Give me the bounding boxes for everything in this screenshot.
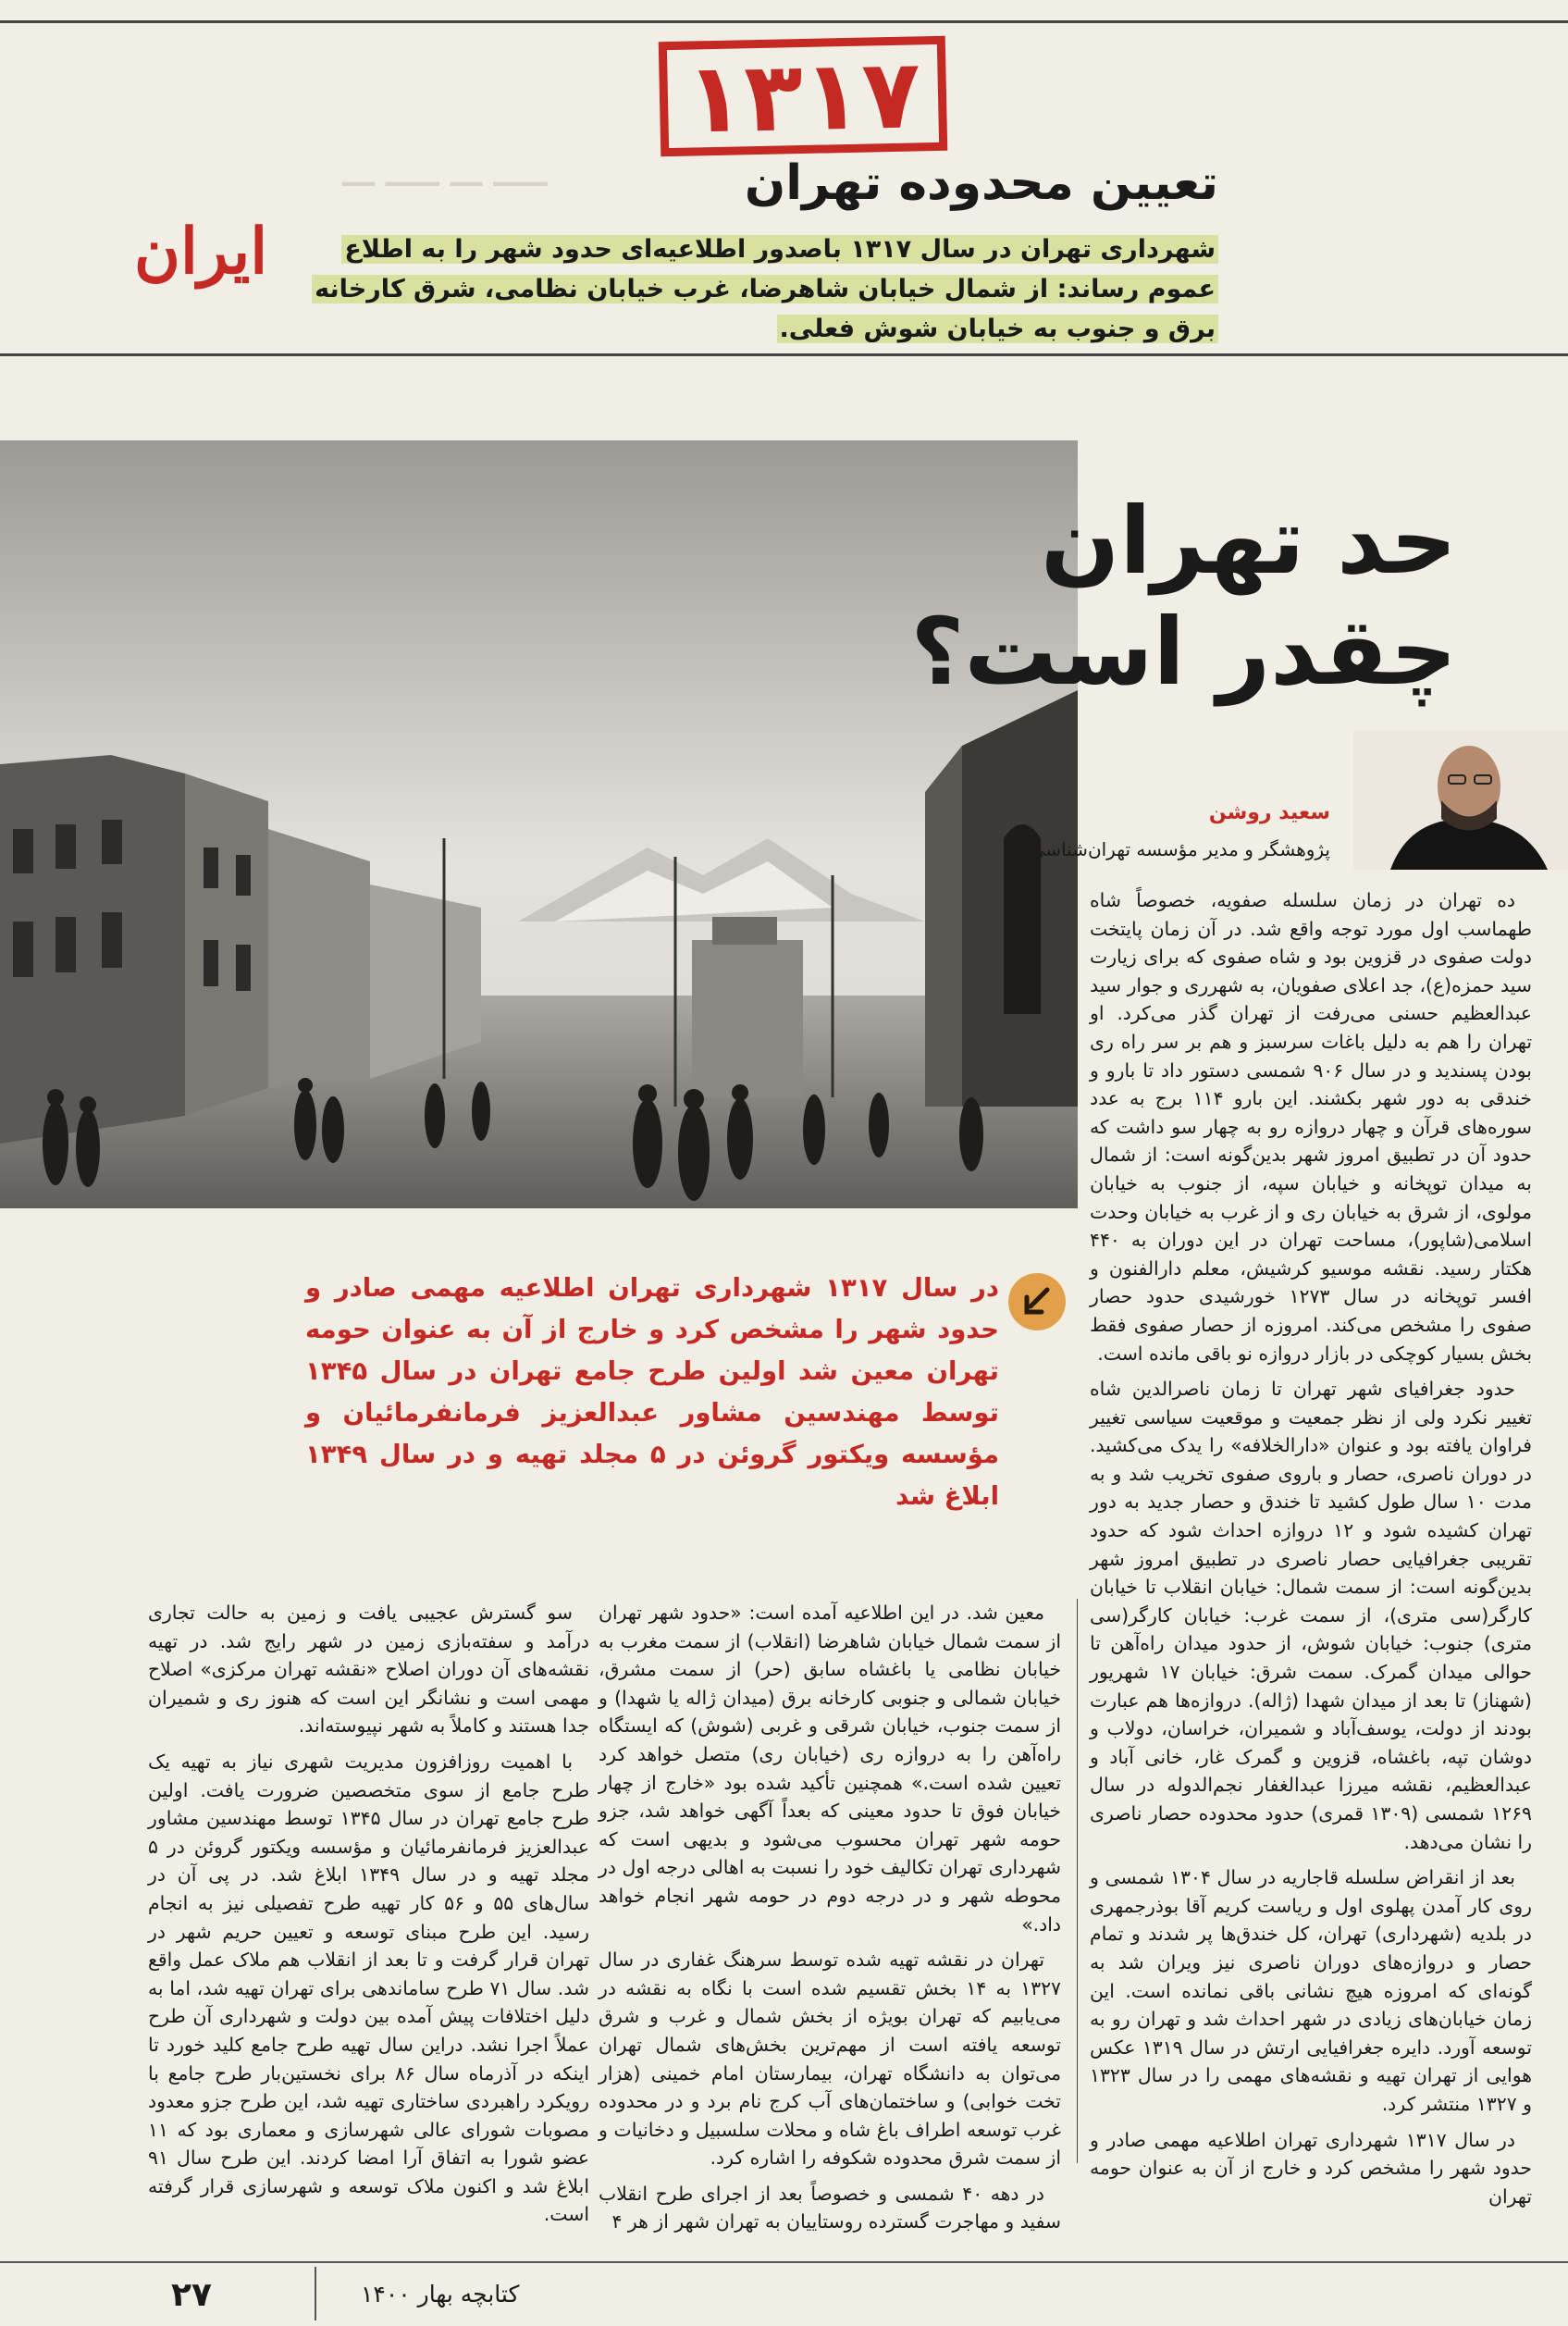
author-name: سعید روشن: [1208, 801, 1330, 824]
article-column-middle: [599, 1599, 1061, 2233]
author-portrait: [1353, 731, 1568, 870]
footer-separator: [315, 2267, 316, 2320]
stamp-year: ۱۳۱۷: [684, 37, 922, 155]
section-logo: ایران: [134, 215, 268, 289]
page-number: ۲۷: [171, 2276, 212, 2314]
magazine-name: کتابچه بهار ۱۴۰۰: [361, 2281, 520, 2307]
lead-summary-text: شهرداری تهران در سال ۱۳۱۷ باصدور اطلاعیه‌ای حدود شهر را به اطلاع عموم رساند: از شمال خیابان شاهرضا، غرب خیابان نظامی، شرق کارخانه برق و جنوب به خیابان شوش فعلی.: [312, 235, 1218, 343]
paragraph: ده تهران در زمان سلسله صفویه، خصوصاً شاه طهماسب اول مورد توجه واقع شد. در آن زمان پایتخت دولت صفوی در قزوین بود و شاه صفوی که برای زیارت‌ سید حمزه(ع)، جد اعلای صفویان، به شهرری و جوار سید عبدالعظیم حسنی می‌رفت از تهران گذر می‌کرد. او تهران را هم به دلیل باغات سرسبز و هم بر سر راه ری بودن پسندید و در سال ۹۰۶ شمسی دستور داد تا بارو و خندقی به دور شهر بکشند. این بارو ۱۱۴ برج به عدد سوره‌های قرآن و چهار دروازه رو به چهار سو داشت که حدود آن در تطبیق امروز شهر بدین‌گونه است: از شمال به میدان توپخانه و خیابان سپه، از جنوب به خیابان مولوی، از شرق به خیابان ری و از غرب به خیابان وحدت اسلامی(شاپور)، مساحت تهران در این دوران به ۴۴۰ هکتار رسید. نقشه موسیو کرشیش، معلم دارالفنون و افسر توپخانه در سال ۱۲۷۳ خورشیدی حدود حصار صفوی را مشخص می‌کند. امروزه از حصار صفوی فقط بخش بسیار کوچکی در بازار دروازه نو باقی مانده است.: [1090, 889, 1532, 1365]
header-top-rule: [0, 20, 1568, 23]
article-column-left: [148, 1599, 590, 2226]
author-role: پژوهشگر و مدیر مؤسسه تهران‌شناسی: [1030, 838, 1330, 860]
paragraph: در سال ۱۳۱۷ شهرداری تهران اطلاعیه مهمی صادر و حدود شهر را مشخص کرد و خارج از آن به عنوان حومه تهران: [1090, 2128, 1532, 2208]
footer-rule: [0, 2261, 1568, 2263]
header-bottom-rule: [0, 353, 1568, 356]
paragraph: بعد از انقراض سلسله قاجاریه در سال ۱۳۰۴ شمسی و روی کار آمدن پهلوی اول و ریاست کریم آقا بوذرجمهری در بلدیه (شهرداری) تهران، کل خندق‌ها پر شدند و تمام حصار و دروازه‌های دوران ناصری نیز ویران شد به گونه‌ای که امروزه هیچ نشانی باقی نمانده است. این زمان خیابان‌های زیادی در شهر احداث شد و تهران رو به توسعه آورد. دایره جغرافیایی ارتش در سال ۱۳۱۹ عکس هوایی از تهران تهیه و نقشه‌های مهمی را در سال ۱۳۲۳ و ۱۳۲۷ منتشر کرد.: [1090, 1866, 1533, 2115]
year-stamp: [659, 36, 948, 156]
paragraph: در دهه ۴۰ شمسی و خصوصاً بعد از اجرای طرح انقلاب سفید و مهاجرت گسترده روستاییان به تهران شهر از هر ۴: [599, 2182, 1061, 2233]
arrow-icon: [1008, 1273, 1066, 1330]
article-title-line-1: حد تهران: [1040, 487, 1457, 595]
paragraph: معین شد. در این اطلاعیه آمده است: «حدود شهر تهران از سمت شمال خیابان شاهرضا (انقلاب) از سمت مغرب به خیابان نظامی یا باغشاه سابق (حر) از سمت مشرق، خیابان شمالی و جنوبی کارخانه برق (میدان ژاله یا شهدا) و از سمت جنوب، خیابان شرقی و غربی (شوش) که ایستگاه راه‌آهن را به دروازه ری (خیابان ری) متصل خواهد کرد تعیین شده است.» همچنین تأکید شده بود «خارج از چهار خیابان فوق تا حدود معینی که بعداً آگهی خواهد شد، جزو حومه شهر تهران محسوب می‌شود و بدیهی است که شهرداری تهران تکالیف خود را نسبت به اهالی درجه اول در محوطه شهر و در درجه دوم در حومه شهر انجام خواهد داد.»: [599, 1602, 1061, 1936]
lead-title: تعیین محدوده تهران: [744, 155, 1218, 211]
article-column-right: [1090, 886, 1533, 2208]
paragraph: تهران در نقشه تهیه شده توسط سرهنگ غفاری در سال ۱۳۲۷ به ۱۴ بخش تقسیم شده است با نگاه به نقشه در می‌یابیم که تهران بویژه از بخش شمال و غرب و شرق توسعه یافته است از مهم‌ترین بخش‌های شمال تهران می‌توان به دانشگاه تهران، بیمارستان امام خمینی (هزار تخت خوابی) و ساختمان‌های آب کرج نام برد و در محدوده غرب توسعه اطراف باغ شاه و محلات سلسبیل و دخانیات و از سمت شرق محدوده شکوفه را اشاره کرد.: [599, 1949, 1061, 2170]
paragraph: سو گسترش عجیبی یافت و زمین به حالت تجاری درآمد و سفته‌بازی زمین در شهر رایج شد. در تهیه نقشه‌های آن دوران اصلاح «نقشه تهران مرکزی» اصلاح مهمی است و نشانگر این است که هنوز ری و شمیران جدا هستند و کاملاً به شهر نپیوسته‌اند.: [148, 1602, 589, 1738]
faded-background-text: ـــــ ـــ ـــــ ـــ: [342, 157, 548, 194]
article-title: [910, 486, 1457, 708]
article-title-line-2: چقدر است؟: [910, 598, 1457, 706]
lead-summary: [288, 229, 1218, 349]
paragraph: با اهمیت روزافزون مدیریت شهری نیاز به تهیه یک طرح جامع از سوی متخصصین ضرورت یافت. اولین طرح جامع تهران در سال ۱۳۴۵ توسط مهندسین مشاور عبدالعزیز فرمانفرمائیان و مؤسسه ویکتور گروئن در ۵ مجلد تهیه و در سال ۱۳۴۹ ابلاغ شد. در پی آن در سال‌های ۵۵ و ۵۶ کار تهیه طرح تفصیلی نیز به انجام رسید. این طرح مبنای توسعه و تعیین حریم شهر در تهران قرار گرفت و تا بعد از انقلاب هم ملاک عمل واقع شد. سال ۷۱ طرح ساماندهی برای تهران تهیه شد، اما به دلیل اختلافات پیش آمده بین دولت و شهرداری آن طرح عملاً اجرا نشد. دراین سال تهیه طرح جامع کلید خورد تا اینکه در آذرماه سال ۸۶ برای نخستین‌بار طرح جامع با رویکرد راهبردی ساختاری تهیه شد، این طرح جزو معدود مصوبات شورای عالی شهرسازی و معماری بود که ۱۱ عضو شورا به اتفاق آرا امضا کردند. این طرح سال ۹۱ ابلاغ شد و اکنون ملاک توسعه و شهرسازی قرار گرفته است.: [148, 1750, 590, 2226]
paragraph: حدود جغرافیای شهر تهران تا زمان ناصرالدین شاه تغییر نکرد ولی از نظر جمعیت و موقعیت سیاسی تغییر فراوان یافته بود و عنوان «دارالخلافه» را یدک می‌کشید. در دوران ناصری، حصار و باروی صفوی تخریب شد و به مدت ۱۰ سال طول کشید تا خندق و حصار جدید به دور تهران کشیده شود و ۱۲ دروازه احداث شود که حدود تقریبی جغرافیایی حصار ناصری در تطبیق امروز شهر بدین‌گونه است: از سمت شمال: خیابان انقلاب تا خیابان کارگر(سی متری)، از سمت غرب: خیابان کارگر(سی متری) جنوب: خیابان شوش، از حدود میدان راه‌آهن تا حوالی میدان گمرک. سمت شرق: خیابان ۱۷ شهریور (شهناز) تا بعد از میدان شهدا (ژاله). دروازه‌ها هم عبارت بودند از دولت، یوسف‌آباد و شمیران، خراسان، دولاب و دوشان تپه، باغشاه، قزوین و گمرک غار، خانی آباد و عبدالعظیم، نقشه میرزا عبدالغفار نجم‌الدوله در سال ۱۲۶۹ شمسی (۱۳۰۹ قمری) حدود محدوده حصار ناصری را نشان می‌دهد.: [1090, 1378, 1532, 1853]
pull-quote: در سال ۱۳۱۷ شهرداری تهران اطلاعیه مهمی صادر و حدود شهر را مشخص کرد و خارج از آن به عنوان حومه تهران معین شد اولین طرح جامع تهران در سال ۱۳۴۵ توسط مهندسین مشاور عبدالعزیز فرمانفرمائیان و مؤسسه ویکتور گروئن در ۵ مجلد تهیه و در سال ۱۳۴۹ ابلاغ شد: [305, 1273, 999, 1511]
column-divider: [1077, 1599, 1078, 2163]
